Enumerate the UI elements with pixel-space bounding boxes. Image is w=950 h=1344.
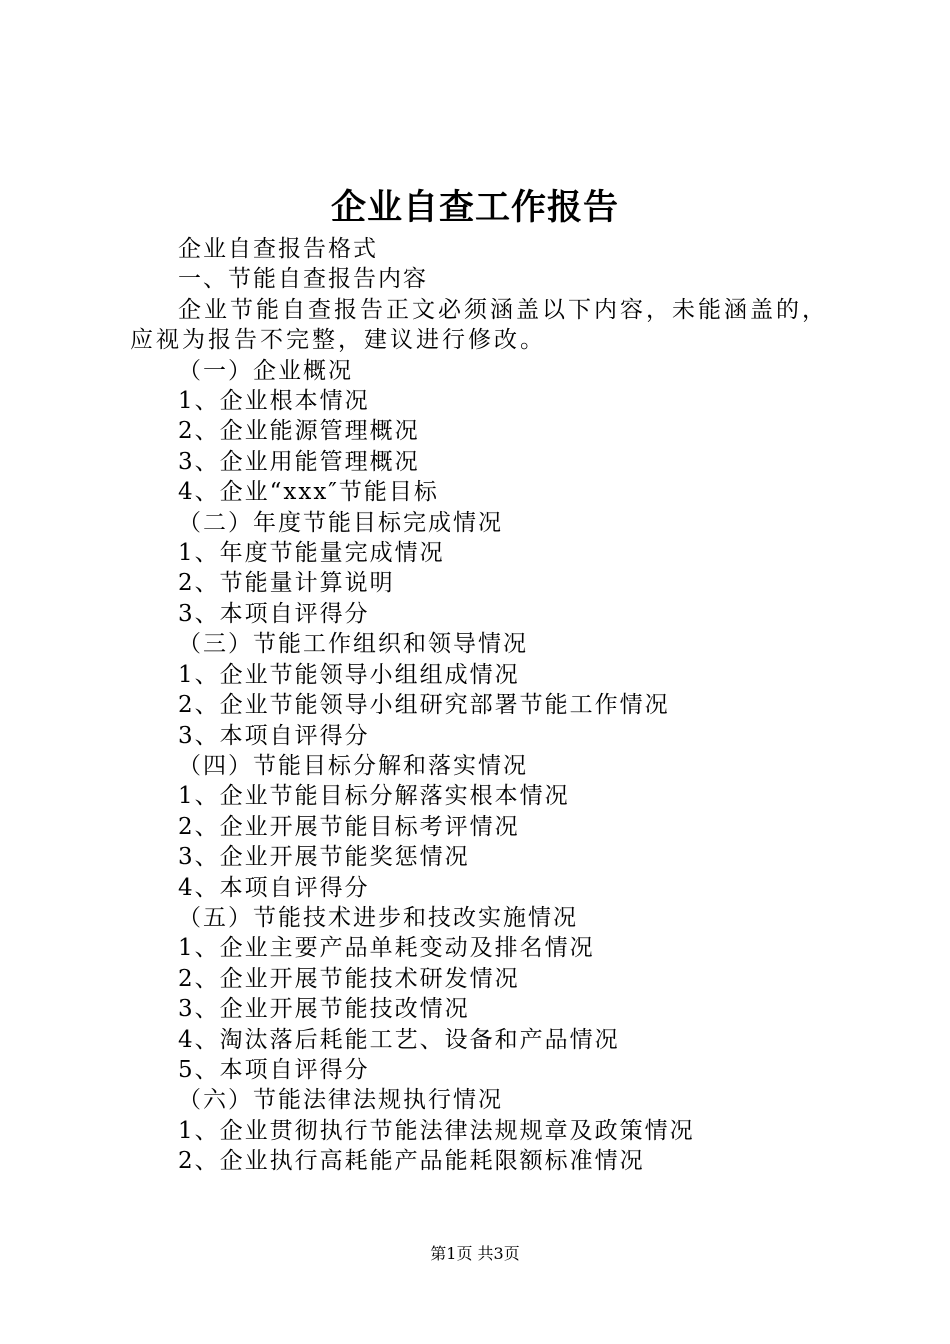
list-item: 1、企业根本情况 <box>178 388 370 415</box>
list-item: 1、企业贯彻执行节能法律法规规章及政策情况 <box>178 1117 695 1144</box>
list-item: 5、本项自评得分 <box>178 1056 370 1083</box>
list-item: 2、企业节能领导小组研究部署节能工作情况 <box>178 692 670 719</box>
list-item: 2、企业开展节能目标考评情况 <box>178 813 520 840</box>
section-heading: 企业自查报告格式 <box>178 236 378 262</box>
list-item: 1、年度节能量完成情况 <box>178 540 445 567</box>
list-item: 3、本项自评得分 <box>178 600 370 627</box>
list-item: 1、企业主要产品单耗变动及排名情况 <box>178 935 595 962</box>
list-item: 2、节能量计算说明 <box>178 570 395 597</box>
list-item: 3、企业开展节能技改情况 <box>178 996 470 1023</box>
list-item: 2、企业开展节能技术研发情况 <box>178 965 520 992</box>
list-item: 3、企业开展节能奖惩情况 <box>178 844 470 871</box>
subsection-heading: （一）企业概况 <box>178 357 353 384</box>
list-item: 3、企业用能管理概况 <box>178 448 420 475</box>
list-item: 2、企业执行高耗能产品能耗限额标准情况 <box>178 1148 645 1175</box>
list-item: 4、本项自评得分 <box>178 874 370 901</box>
subsection-heading: （六）节能法律法规执行情况 <box>178 1087 503 1114</box>
page-footer: 第1页 共3页 <box>430 1244 520 1263</box>
list-item: 2、企业能源管理概况 <box>178 418 420 445</box>
subsection-heading: （三）节能工作组织和领导情况 <box>178 631 528 658</box>
list-item: 4、淘汰落后耗能工艺、设备和产品情况 <box>178 1026 620 1053</box>
list-item: 1、企业节能领导小组组成情况 <box>178 661 520 688</box>
subsection-heading: （五）节能技术进步和技改实施情况 <box>178 904 578 931</box>
document-body <box>130 234 835 1177</box>
list-item: 1、企业节能目标分解落实根本情况 <box>178 783 570 810</box>
section-heading: 一、节能自查报告内容 <box>178 266 428 293</box>
list-item: 3、本项自评得分 <box>178 722 370 749</box>
subsection-heading: （四）节能目标分解和落实情况 <box>178 752 528 779</box>
list-item: 4、企业“xxx″节能目标 <box>178 479 439 506</box>
body-paragraph: 企业节能自查报告正文必须涵盖以下内容，未能涵盖的，应视为报告不完整，建议进行修改。 <box>130 296 828 354</box>
subsection-heading: （二）年度节能目标完成情况 <box>178 509 503 536</box>
document-title: 企业自查工作报告 <box>330 187 619 228</box>
